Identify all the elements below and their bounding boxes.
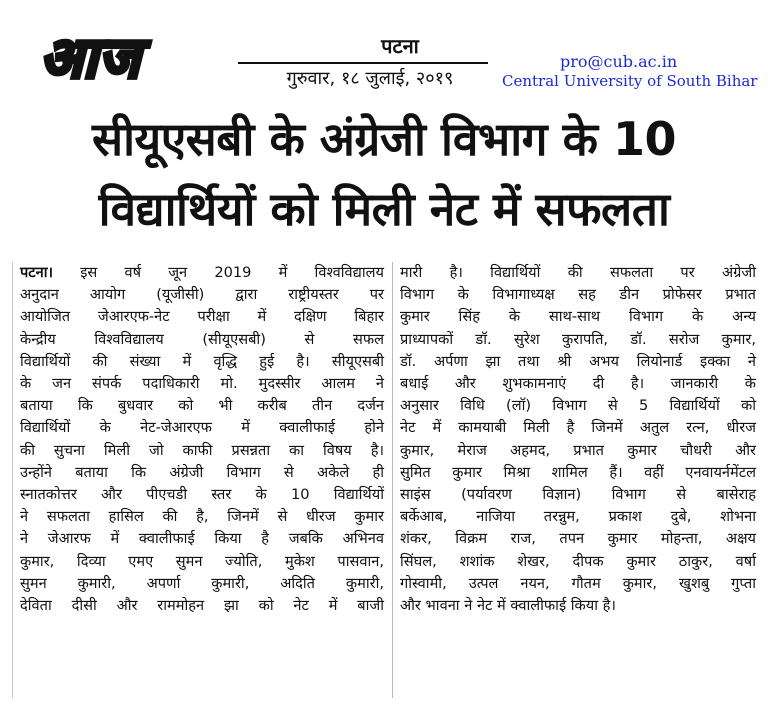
article-line: कुमार, दिव्या एमए सुमन ज्योति, मुकेश पासवान, — [20, 552, 384, 570]
article-column-2 — [400, 262, 756, 617]
article-line: डॉ. अर्पणा झा तथा श्री अभय लियोनार्ड इक्का ने — [400, 352, 756, 370]
credit-organization: Central University of South Bihar — [502, 72, 758, 90]
article-line: अनुदान आयोग (यूजीसी) द्वारा राष्ट्रीयस्तर पर — [20, 286, 384, 304]
article-line: विभाग के विभागाध्यक्ष सह डीन प्रोफेसर प्रभात — [400, 286, 756, 304]
masthead-divider — [238, 62, 488, 64]
article-line: विद्यार्थियों की संख्या में वृद्धि हुई है। सीयूएसबी — [20, 352, 384, 370]
article-line: आयोजित जेआरएफ-नेट परीक्षा में दक्षिण बिहार — [20, 308, 384, 326]
article-line: स्नातकोत्तर और पीएचडी स्तर के 10 विद्यार्थियों — [20, 486, 384, 504]
article-line: देविता दीसी और राममोहन झा को नेट में बाजी — [20, 597, 384, 615]
article-line: की सुचना मिली जो काफी प्रसन्नता का विषय है। — [20, 441, 384, 459]
article-line: ने सफलता हासिल की है, जिनमें से धीरज कुमार — [20, 508, 384, 526]
article-line: ने जेआरफ में क्वालीफाई किया है जबकि अभिनव — [20, 530, 384, 548]
article-line: और भावना ने नेट में क्वालीफाई किया है। — [400, 597, 616, 615]
article-line: मारी है। विद्यार्थियों की सफलता पर अंग्रेजी — [400, 264, 756, 281]
masthead-date: गुरुवार, १८ जुलाई, २०१९ — [286, 68, 454, 89]
article-line: शंकर, विक्रम राज, तपन कुमार मोहन्ता, अक्षय — [400, 530, 756, 548]
article-line: सुमित कुमार मिश्रा शामिल हैं। वहीं एनवायर्नमेंटल — [400, 463, 756, 481]
article-line: अनुसार विधि (लॉ) विभाग से 5 विद्यार्थियों को — [400, 397, 756, 415]
left-border — [12, 262, 13, 698]
headline-line-2: विद्यार्थियों को मिली नेट में सफलता — [98, 182, 670, 236]
newspaper-logo — [40, 28, 218, 90]
masthead-city: पटना — [381, 34, 419, 58]
article-line: उन्होंने बताया कि अंग्रेजी विभाग से अकेले ही — [20, 463, 384, 481]
article-line — [20, 262, 384, 284]
article-line: साइंस (पर्यावरण विज्ञान) विभाग से बासेराह — [400, 486, 756, 504]
article-line: बताया कि बुधवार को भी करीब तीन दर्जन — [20, 397, 384, 415]
column-divider — [392, 262, 393, 698]
article-line-text: इस वर्ष जून 2019 में विश्वविद्यालय — [53, 264, 384, 281]
article-line: के जन संपर्क पदाधिकारी मो. मुदस्सीर आलम ने — [20, 375, 384, 393]
article-line: कुमार सिंह के साथ-साथ विभाग के अन्य — [400, 308, 756, 326]
article-line: सुमन कुमारी, अपर्णा कुमारी, अदिति कुमारी, — [20, 574, 384, 592]
article-line: कुमार, मेराज अहमद, प्रभात कुमार चौधरी और — [400, 441, 756, 459]
article-line: गोस्वामी, उत्पल नयन, गौतम कुमार, खुशबु गुप्ता — [400, 574, 756, 592]
dateline: पटना। — [20, 264, 54, 281]
article-line: प्राध्यापकों डॉ. सुरेश कुरापति, डॉ. सरोज कुमार, — [400, 330, 756, 348]
article-line: केन्द्रीय विश्वविद्यालय (सीयूएसबी) से सफल — [20, 330, 384, 348]
article-line: बधाई और शुभकामनाएं दी है। जानकारी के — [400, 375, 756, 393]
credit-email: pro@cub.ac.in — [560, 52, 678, 71]
article-column-1 — [20, 262, 384, 617]
logo-text: आज — [40, 26, 141, 91]
headline-line-1: सीयूएसबी के अंग्रेजी विभाग के 10 — [92, 112, 676, 166]
article-line: विद्यार्थियों के नेट-जेआरएफ में क्वालीफाई होने — [20, 419, 384, 437]
article-line: बर्केआब, नाजिया तरन्नुम, प्रकाश दुबे, शोभना — [400, 508, 756, 526]
article-line: सिंघल, शशांक शेखर, दीपक कुमार ठाकुर, वर्षा — [400, 552, 756, 570]
article-line: नेट में कामयाबी मिली है जिनमें अतुल रत्न, धीरज — [400, 419, 756, 437]
